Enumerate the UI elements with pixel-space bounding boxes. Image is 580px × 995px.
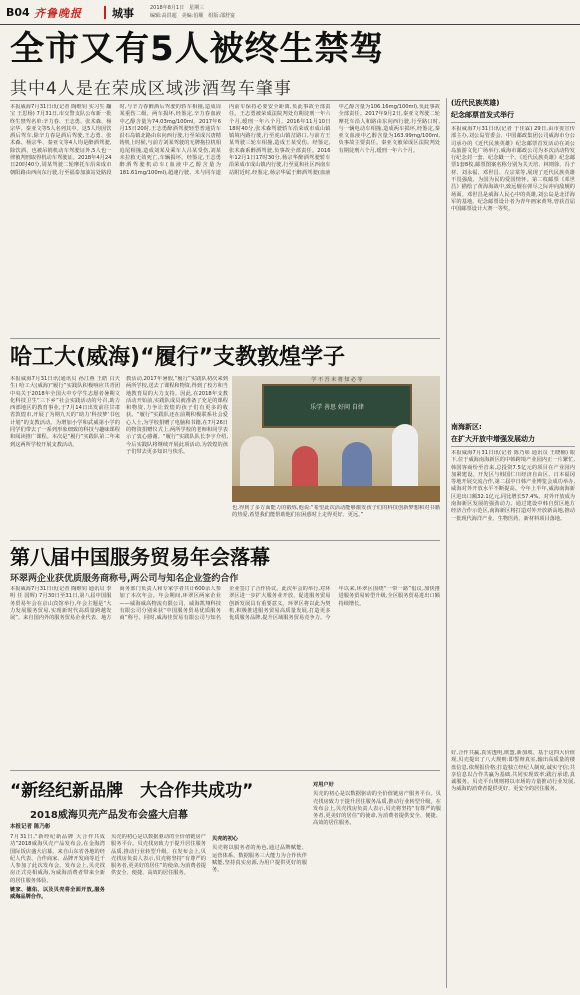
- header-divider: [104, 6, 106, 19]
- photo-banner: 学 不 吾 未 将 知 必 等: [311, 377, 363, 383]
- story2-caption: [232, 505, 440, 537]
- story4-col4: [313, 780, 441, 984]
- story1-rule: [10, 100, 440, 101]
- desk: [232, 486, 440, 502]
- teacher: [392, 424, 418, 494]
- story3-subhead: 环翠两企业获优质服务商称号,两公司与知名企业签约合作: [10, 574, 239, 584]
- story4-sub1: 链家、德佑、以及贝壳将全面开放,服务威海品牌合作。: [10, 887, 105, 901]
- story2-headline: 哈工大(威海)“履行”支教敦煌学子: [10, 345, 346, 370]
- story4-sub3: 对用户好: [313, 782, 334, 788]
- photo-slogan: 乐学 善思 好问 自律: [310, 404, 364, 411]
- story1-text: 本报威海7月31日讯(记者 陶维钊 实习生 黼宝 王思杨) 7月31日,市交警支队公布新一批终生禁驾名单:辛力春、王志勇、张术森、杨宗华、秦亚文等5人名列其中。这5人均因饮酒后驾车,除辛力春是酒后驾驶,王志勇、张术森、杨宗华、秦亚文等4人均是醉酒驾驶,除饮酒、也被吊销机动车驾驶证外,5人也一律被判刑取得机动车驾驶证。2018年4月24日20时40分,周某驾驶二轮摩托车沿荣成市朝阳路由西向东行驶,行至福泰加油站处路段时,与辛力春醉酒后驾驶的轿车相撞,造成周某重伤二级、两车损坏,经鉴定,辛力春血液中乙醇含量为74.03mg/100ml。2017年6月15日20时,王志勇醉酒驾驶轻型普通货车沿石岛镇北路由东向西行驶,行至荣成兴唐精铸机上时候,与前方刘某驾驶的无牌拖拉机相追尾相撞,造成刘某及乘车人吕某受伤,刘某未拉救无效死亡,车辆损坏。经鉴定,王志勇醉酒驾驶机动车(血液中乙醇含量为181.61mg/100ml),超速行驶、未与同车道内前车保持必要安全距离,负此事故全部责任。王志勇被荣成法院判处有期徒刑一年六个月,缓刑一年六个月。2016年11月10日18时40分,张术森驾驶轿车沿荣成市成山镇镇境内路行驶,行至虎山镇岔路口,与前方王某驾驶三轮车相撞,造成王某受伤。经鉴定,张术森系醉酒驾驶,负事故全部责任。2016年12月1日17时30分,杨宗华醉酒驾驶轿车沿荣成市成山镇内行驶,行至夏和社区西南车站附近时,经鉴定,杨宗华属于醉酒驾驶(血液中乙醇含量为106.16mg/100ml),负此事故全部责任。2017年9月2日,秦亚文驾驶二轮摩托车沿人和路由东向西行驶,行至路口时,与一辆电动车相撞,造成两车损坏,经鉴定,秦亚文血液中乙醇含量为163.99mg/100ml,负事故主要责任。秦亚文被荣成区法院判处有期徒刑六个月,缓刑一年六个月。: [10, 104, 440, 176]
- story1-subhead: 其中4人是在荣成区域涉酒驾车肇事: [10, 79, 292, 99]
- story2-text2: 教活动,2017年暑假,“履行”实践队初次来到两所学校,送去了课程和物资,得到了校方和当地教育局的大力支持。因此,在2018年支教活动开始前,实践队成员就准备了充足的课程和物资,力争让敦煌的孩子们有更多的收获。“履行”实践队还在前期积极联系社会爱心人士,为学校捐赠了电脑和书籍,在7月26日的物资捐赠仪式上,两所学校的老师和同学表示了衷心感谢。“履行”实践队队长李宇介绍,今后实践队将继续开展此项活动,为敦煌的孩子们带去更多知识与快乐。: [126, 376, 228, 455]
- sidebar-sec1-head: 纪念邮票首发式举行: [451, 110, 575, 123]
- story2-text1: 本报威海7月31日讯(通讯员 孙江燕 王皓 白天生) 哈工大(威海)“履行”实践队积极响应共青团中央关于2018年全国大中专学生志愿者暑期文化科技卫生“三下乡”社会实践活动的号召,助力西部地区的教育事业,于7月14日出发前往甘肃省敦煌市,开展了为期九天的“助力‘科技梦’书包计划”的支教活动。为增加小学和武威第小学的同学们带去了一系列形象细致的科技与趣味课程和阅读推广课程。本次是“履行”实践队第二年来到这两所学校开展支教活动。: [10, 376, 120, 448]
- sidebar: [451, 98, 575, 900]
- section-name: 城事: [112, 7, 134, 20]
- story4-col1: [10, 834, 105, 984]
- classroom-photo: [232, 376, 440, 502]
- sidebar-sec2-body: 本报威海7月31日讯(记者 陈乃彰 通讯员 王晓楠) 眼下,位于威海南海新区的中韩跨境产业园内正一片繁忙,韩国客商纷至沓来,总投资7.5亿元的项目在产业园内加紧建设。开发区与韩国仁川经济自由区、日本福冈等地开展交流合作,第二届中日韩产业博览会成功举办,威海对外开放水平不断提高。今年上半年,威海南海新区进出口额32.1亿元,同比增长57.4%。对外开放成为南海新区发展的强劲动力。通过建设中韩自贸区地方经济合作示范区,南海新区将打造对外开放新高地,推动一批现代海洋产业、生物医药、新材料项目落地。: [451, 450, 575, 522]
- story2-caption-text: 也,得到了多方面能力的锻炼,他说:“希望此次活动能够激发孩子们的科技创新梦想和对书籍的热爱,希望我们能帮助他们在困惑时上走得更好、更远。”: [232, 505, 440, 519]
- story1-bottom-rule: [10, 338, 440, 339]
- story4-headline: “新经纪新品牌 大合作共成功”: [10, 781, 254, 801]
- story4-text1: 7月31日,“新经纪新品牌 大合作共成功”2018威海贝壳产品发布会,在金海湾国际饭店盛大启幕。来自山东省各地的经纪人代表、合作商家、品牌开发商等近千人参加了此次发布会。发布会上,贝壳找房正式亮相威海,为威海消费者带来全新的居住服务体验。: [10, 834, 105, 884]
- story4-col3: [212, 834, 307, 984]
- page-header: [0, 0, 580, 24]
- story2-body1: [10, 376, 120, 536]
- story3-bottom-rule: [10, 770, 440, 771]
- story4-text3: 贝壳将以服务者的角色,通过品牌赋能、运营体系、数据服务三大能力为合作伙伴赋能,坚持真实房源,为用户提供更好的服务。: [212, 845, 307, 874]
- header-editors: 编辑:高洪超 美编:伯顺 组版:邵舒宴: [150, 13, 236, 19]
- story3-headline: 第八届中国服务贸易年会落幕: [10, 545, 270, 569]
- story4-text2: 贝壳的初心是以数据驱动的全价值链房产服务平台。贝壳找房致力于提升居住服务品质,推动行业转型升级。在发布会上,贝壳找房负责人表示,贝壳将坚持“有尊严的服务者,更美好的居住”的使命,为消费者提供安全、便捷、高效的居住服务。: [111, 834, 206, 877]
- sidebar-sec2-head: 在扩大开放中增强发展动力: [451, 434, 575, 447]
- story2-body2: [126, 376, 228, 536]
- story3-text: 本报威海7月31日讯(记者 陶维钊 通讯员 李明 任 国辉) 7月30日至31日,第八届中国服务贸易年会在京山宾馆举行,年会主题是“大力发展服务贸易,实现新时代高质量跨越发展”。来自国内外的服务贸易企业代表、地方商务部门负责人和专家学者共计600余人参加了本次年会。年会期间,环翠区两家企业——威海威高物流有限公司、威海凯翔科技有限公司分别荣获“中国服务贸易优质服务商”称号。同时,威海佳贸易有限公司与知名企业签订了合作协议。此次年会的举行,对环翠区进一步扩大服务业开放、促进服务贸易创新发展具有重要意义。环翠区将以此为契机,积极推进服务贸易高质量发展,打造更多优质服务品牌,提升区域服务贸易竞争力。今年以来,环翠区围绕“一带一路”倡议,加快推进服务贸易转型升级,全区服务贸易进出口额持续增长。: [10, 586, 440, 622]
- newspaper-logo: 齐鲁晚报: [34, 7, 82, 20]
- page-number: B04: [6, 6, 30, 19]
- story3-body: [10, 586, 440, 766]
- header-rule: [0, 24, 580, 25]
- sidebar-sec1-body: 本报威海7月31日讯(记者 于佳霖) 29日,由市委宣传部主办,刘公岛管委会、中国邮政集团公司威海市分公司承办的《近代民族英雄》纪念邮票首发活动在刘公岛旅游文化广场举行,威海市邮政公司为本次活动特发行纪念封一套、纪念戳一个。《近代民族英雄》纪念邮票1套8枚,邮票图案名称分别为关天培、林则徐、冯子材、刘永福、邓世昌、左宗棠等,展现了近代民族英雄不畏强敌、为国为民的爱国情怀。第二枚邮票《邓世昌》描绘了黄海海战中,致远舰在弹尽之际冲向敌舰的场面。邓世昌是威海人民心中的英雄,刘公岛是北洋海军的基地。纪念邮票设计者为青年画家黄驽,曾获首届中国邮票设计大赛一等奖。: [451, 126, 575, 213]
- story4-text4: 贝壳的初心是以数据驱动的全价值链房产服务平台。贝壳找房致力于提升居住服务品质,推动行业转型升级。在发布会上,贝壳找房负责人表示,贝壳将坚持“有尊严的服务者,更美好的居住”的使命,为消费者提供安全、便捷、高效的居住服务。: [313, 791, 441, 827]
- sidebar-divider: [446, 98, 447, 988]
- story1-headline: 全市又有5人被终生禁驾: [10, 29, 385, 69]
- sidebar-sec1-title: (近代民族英雄): [451, 99, 500, 107]
- story4-col2: [111, 834, 206, 984]
- story2-bottom-rule: [10, 540, 440, 541]
- story4-byline: 本报记者 陈乃彰: [10, 824, 51, 830]
- header-date: 2018年8月1日 星期三: [150, 5, 205, 11]
- sidebar-sec2-title: 南海新区:: [451, 423, 482, 431]
- story4-sub2: 贝壳的初心: [212, 836, 238, 842]
- story1-body: [10, 104, 440, 336]
- story4-subhead: 2018威海贝壳产品发布会盛大启幕: [30, 810, 188, 821]
- sidebar-sec3-body: 好,合作共赢,真实透明,欧盟,新加坡。基于这四大价值观,贝壳提出了八大规则:即誓辩真实,输出高质量的楼盘信息,依规报价格;打造独立经纪人制度,诚实守信;共享信息以合作共赢为基础,共同实现效率;践行承诺,真诚服务。贝壳平台规则将以市场的力量推动行业发展,为威海的消费者提供更好、更安全的居住服务。: [451, 750, 575, 793]
